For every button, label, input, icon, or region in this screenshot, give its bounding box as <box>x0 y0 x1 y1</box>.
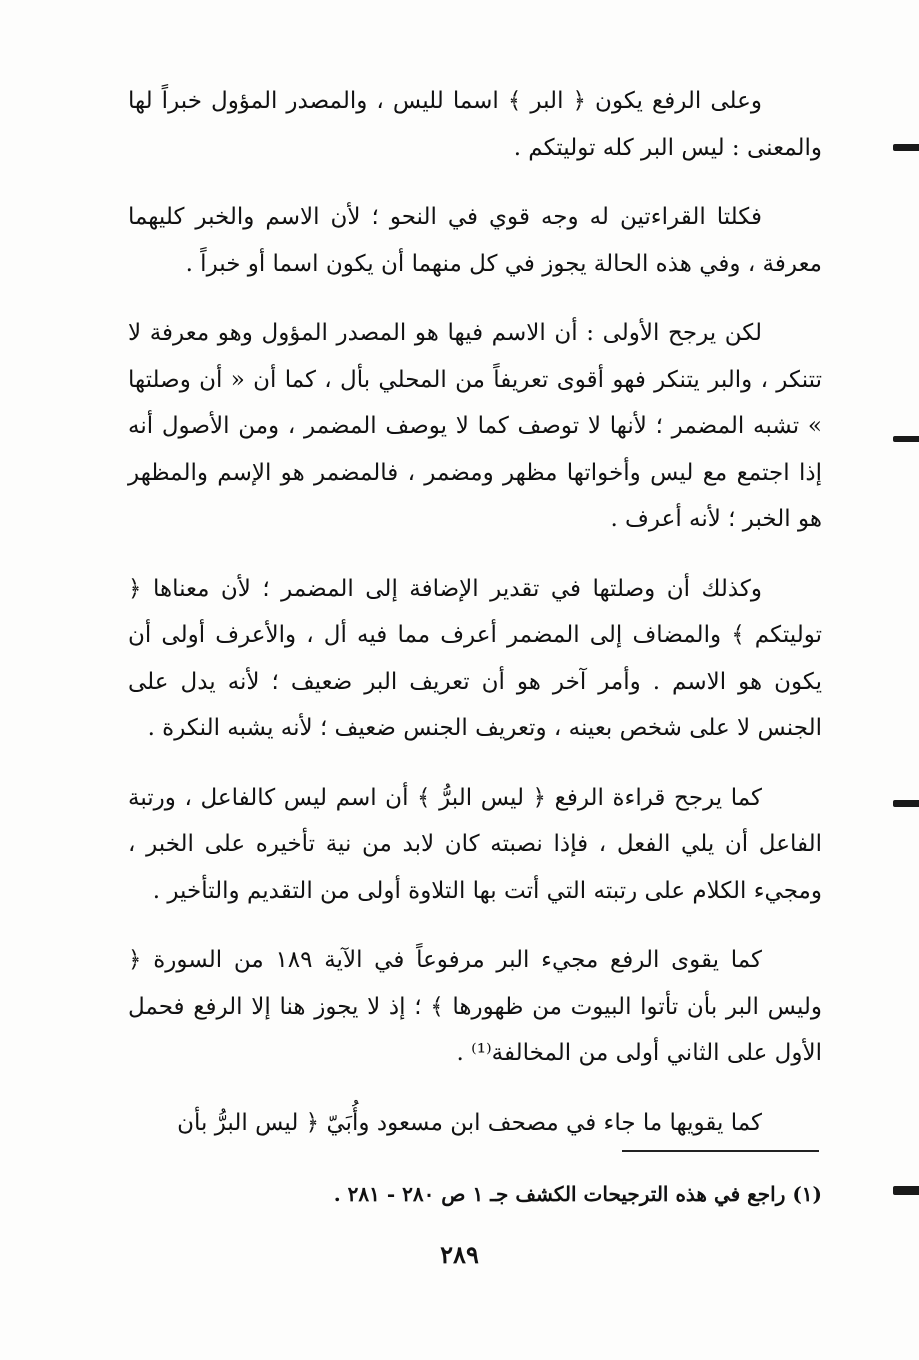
binding-mark <box>893 1186 919 1195</box>
paragraph: وعلى الرفع يكون ﴿ البر ﴾ اسما لليس ، والمصدر المؤول خبراً لها والمعنى : ليس البر كله توليتكم . <box>128 88 822 161</box>
paragraph: كما يرجح قراءة الرفع ﴿ ليس البرُّ ﴾ أن اسم ليس كالفاعل ، ورتبة الفاعل أن يلي الفعل ، فإذا نصبته كان لابد من نية تأخيره على الخبر ، ومجيء الكلام على رتبته التي أتت بها التلاوة أولى من التقديم والتأخير . <box>128 784 822 904</box>
page-number: ٢٨٩ <box>440 1240 479 1269</box>
paragraph: كما يقوى الرفع مجيء البر مرفوعاً في الآية ١٨٩ من السورة ﴿ وليس البر بأن تأتوا البيوت من ظهورها ﴾ ؛ إذ لا يجوز هنا إلا الرفع فحمل الأول على الثاني أولى من المخالفة⁽¹⁾ . <box>128 947 822 1066</box>
paragraph: فكلتا القراءتين له وجه قوي في النحو ؛ لأن الاسم والخبر كليهما معرفة ، وفي هذه الحالة يجوز في كل منهما أن يكون اسما أو خبراً . <box>128 204 822 277</box>
footnote: (١) راجع في هذه الترجيحات الكشف جـ ١ ص ٢٨٠ - ٢٨١ . <box>333 1182 822 1206</box>
binding-mark <box>893 436 919 442</box>
paragraph: كما يقويها ما جاء في مصحف ابن مسعود وأُبَيّ ﴿ ليس البرُّ بأن <box>177 1109 762 1136</box>
binding-mark <box>893 800 919 807</box>
footnote-divider <box>622 1150 819 1152</box>
binding-mark <box>893 144 919 151</box>
paragraph: وكذلك أن وصلتها في تقدير الإضافة إلى المضمر ؛ لأن معناها ﴿ توليتكم ﴾ والمضاف إلى المضمر أعرف مما فيه أل ، والأعرف أولى أن يكون هو الاسم . وأمر آخر هو أن تعريف البر ضعيف ؛ لأنه يدل على الجنس لا على شخص بعينه ، وتعريف الجنس ضعيف ؛ لأنه يشبه النكرة . <box>128 575 822 741</box>
paragraph: لكن يرجح الأولى : أن الاسم فيها هو المصدر المؤول وهو معرفة لا تتنكر ، والبر يتنكر فهو أقوى تعريفاً من المحلي بأل ، كما أن « أن وصلتها » تشبه المضمر ؛ لأنها لا توصف كما لا يوصف المضمر ، ومن الأصول أنه إذا اجتمع مع ليس وأخواتها مظهر ومضمر ، فالمضمر هو الإسم والمظهر هو الخبر ؛ لأنه أعرف . <box>128 320 822 532</box>
main-text <box>128 78 822 1169</box>
